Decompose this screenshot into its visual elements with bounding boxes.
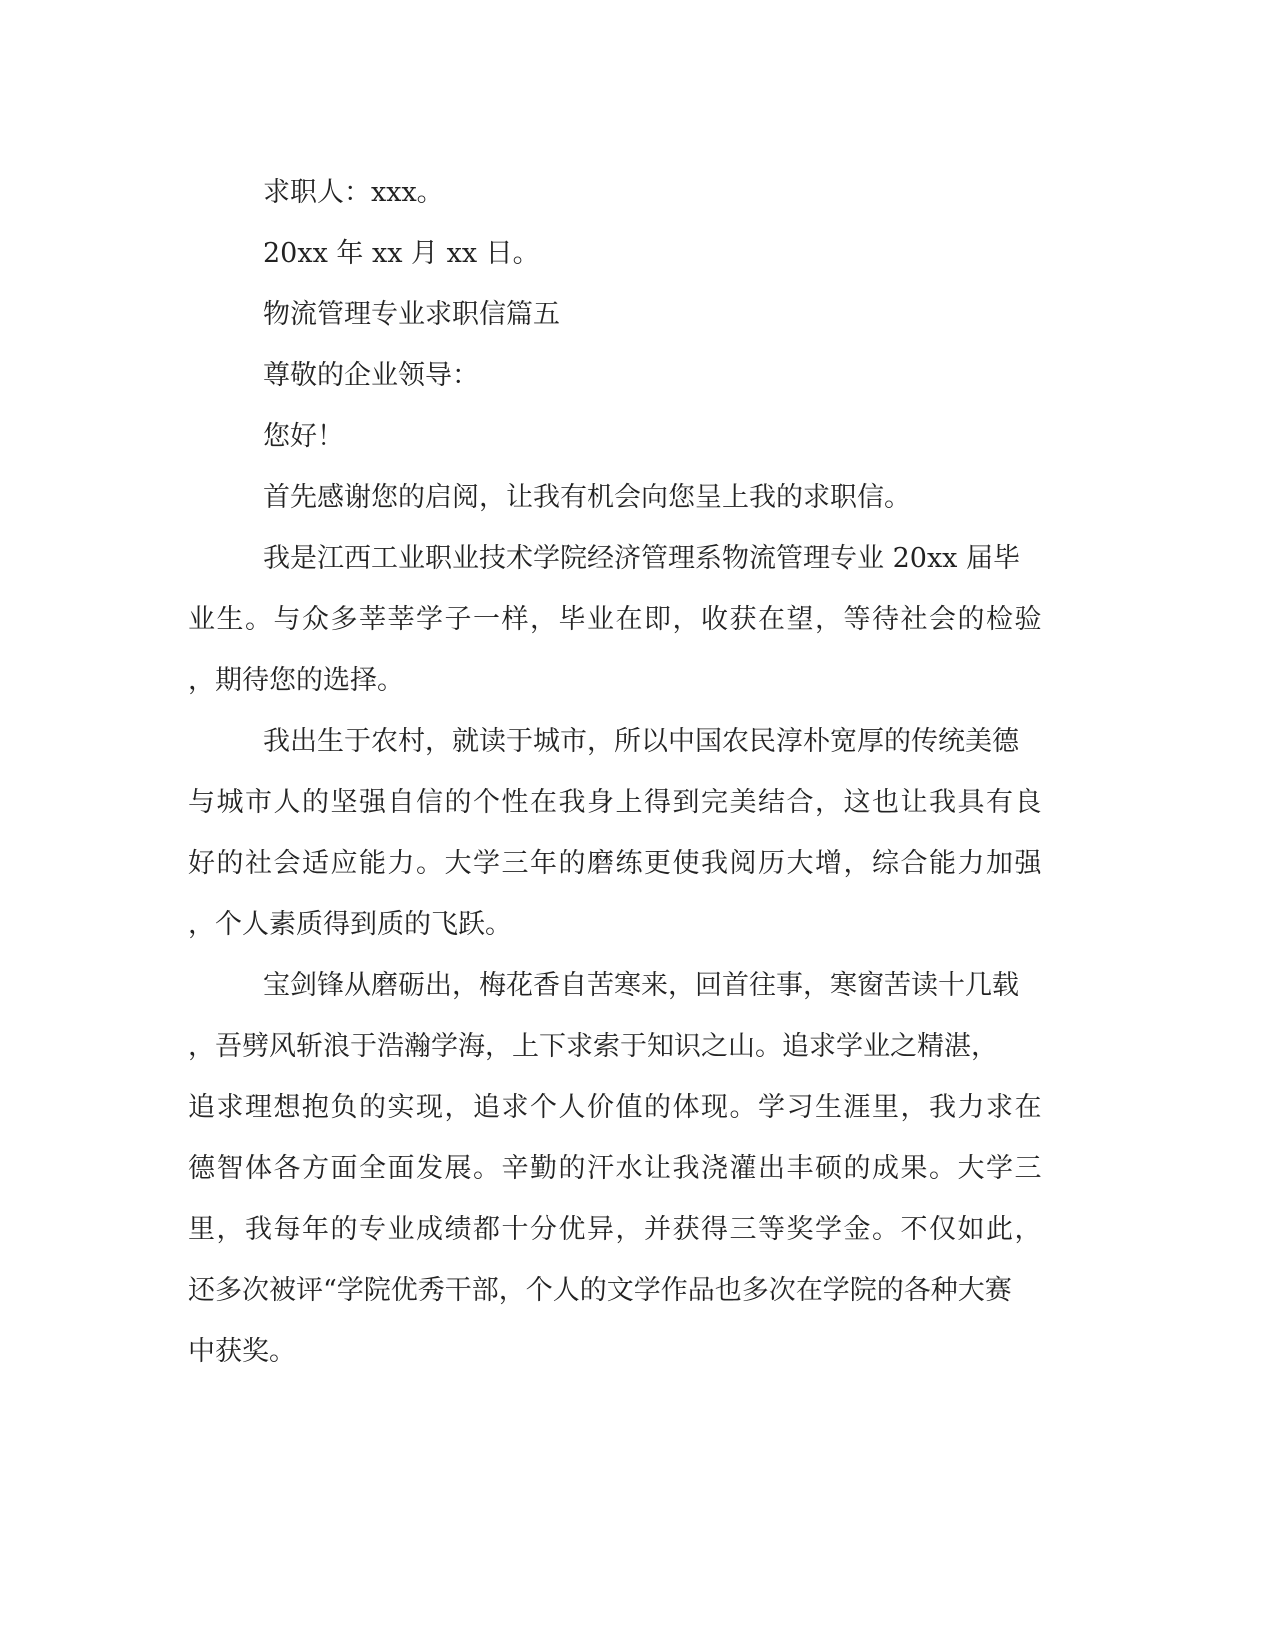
applicant-line: 求职人：xxx。 [263, 177, 444, 208]
paragraph-line: 业生。与众多莘莘学子一样，毕业在即，收获在望，等待社会的检验 [188, 604, 1043, 635]
date-line: 20xx 年 xx 月 xx 日。 [263, 238, 540, 269]
paragraph-line: 中获奖。 [188, 1336, 296, 1367]
paragraph-achievements [188, 955, 1078, 1382]
paragraph-line: 里，我每年的专业成绩都十分优异，并获得三等奖学金。不仅如此， [188, 1214, 1043, 1245]
paragraph-line: 我出生于农村，就读于城市，所以中国农民淳朴宽厚的传统美德 [263, 726, 1019, 757]
paragraph-line: 宝剑锋从磨砺出，梅花香自苦寒来，回首往事，寒窗苦读十几载 [263, 970, 1019, 1001]
letter-body [188, 162, 1078, 1382]
greeting: 您好！ [263, 421, 344, 452]
paragraph-line: ，期待您的选择。 [188, 665, 404, 696]
paragraph-line: ，吾劈风斩浪于浩瀚学海，上下求索于知识之山。追求学业之精湛， [188, 1031, 998, 1062]
letter-title: 物流管理专业求职信篇五 [263, 299, 560, 330]
paragraph-line: 好的社会适应能力。大学三年的磨练更使我阅历大增，综合能力加强 [188, 848, 1043, 879]
paragraph-line: ，个人素质得到质的飞跃。 [188, 909, 512, 940]
opening-line: 首先感谢您的启阅，让我有机会向您呈上我的求职信。 [263, 482, 911, 513]
paragraph-introduction [188, 528, 1078, 711]
paragraph-line: 我是江西工业职业技术学院经济管理系物流管理专业 20xx 届毕 [263, 543, 1020, 574]
paragraph-line: 追求理想抱负的实现，追求个人价值的体现。学习生涯里，我力求在 [188, 1092, 1043, 1123]
paragraph-line: 与城市人的坚强自信的个性在我身上得到完美结合，这也让我具有良 [188, 787, 1043, 818]
salutation: 尊敬的企业领导： [263, 360, 479, 391]
paragraph-line: 德智体各方面全面发展。辛勤的汗水让我浇灌出丰硕的成果。大学三 [188, 1153, 1043, 1184]
paragraph-background [188, 711, 1078, 955]
paragraph-line: 还多次被评“学院优秀干部，个人的文学作品也多次在学院的各种大赛 [188, 1275, 1012, 1306]
